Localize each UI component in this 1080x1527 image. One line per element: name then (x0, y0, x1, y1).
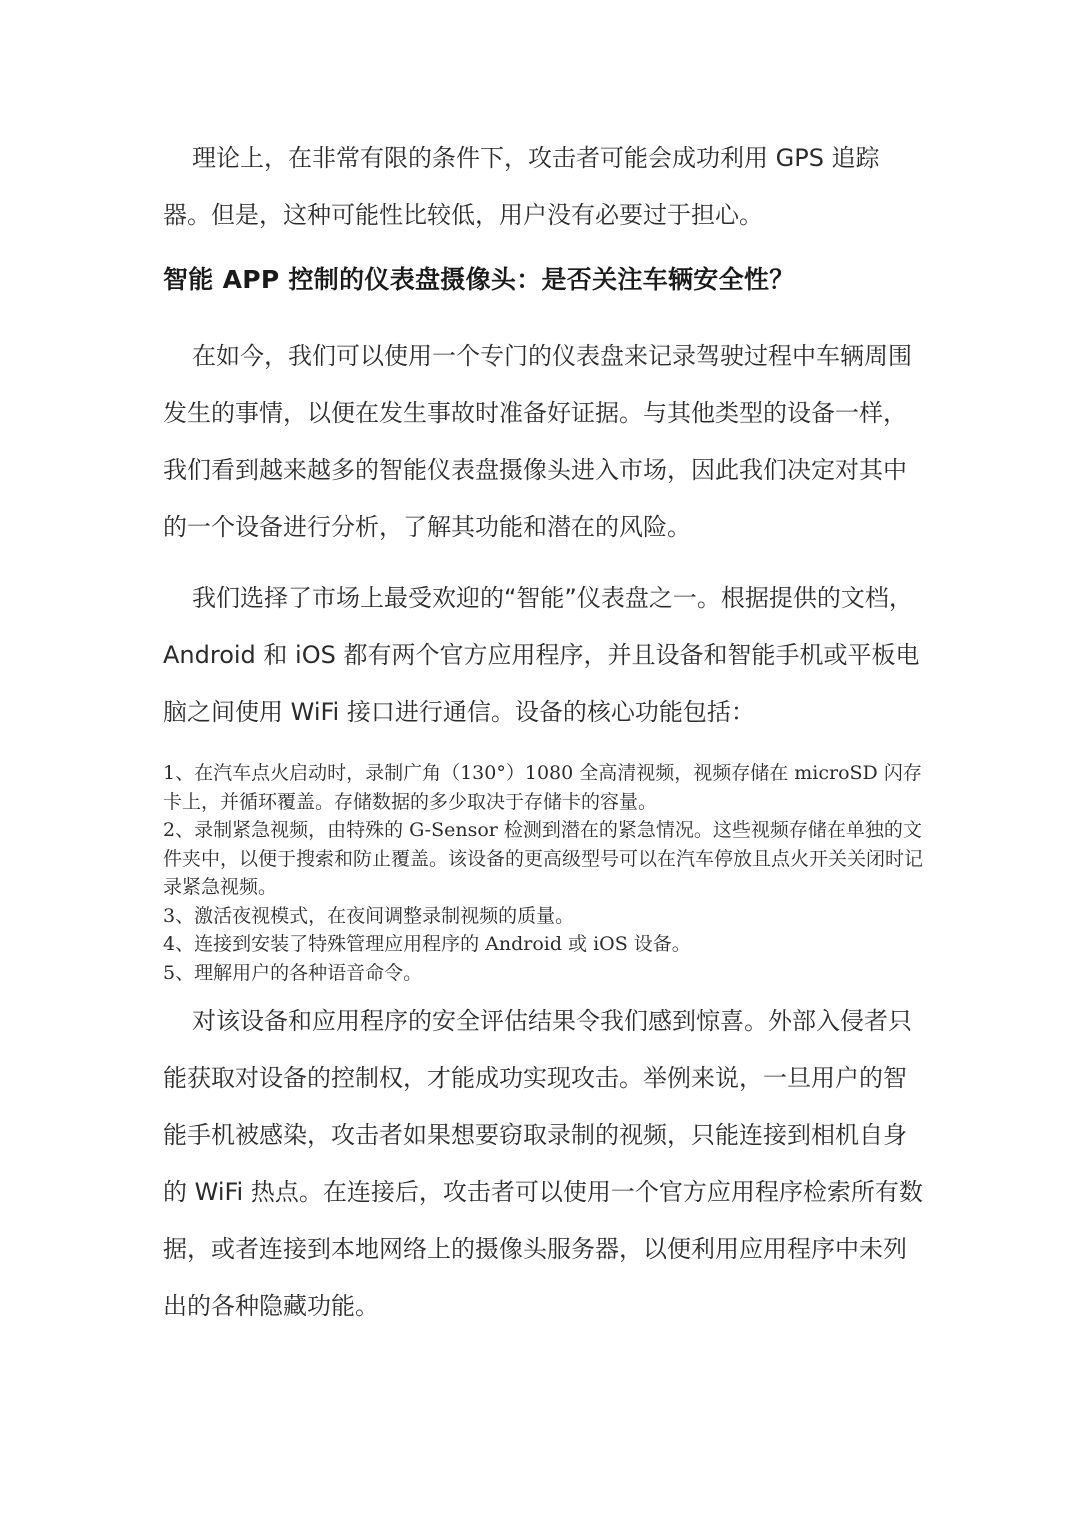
feature-list-item: 1、在汽车点火启动时，录制广角（130°）1080 全高清视频，视频存储在 microSD 闪存卡上，并循环覆盖。存储数据的多少取决于存储卡的容量。 (163, 762, 922, 813)
feature-list-item: 2、录制紧急视频，由特殊的 G-Sensor 检测到潜在的紧急情况。这些视频存储在单独的文件夹中，以便于搜索和防止覆盖。该设备的更高级型号可以在汽车停放且点火开关关闭时记录紧急视频。 (163, 819, 924, 898)
feature-list (163, 759, 923, 987)
intro-paragraph: 理论上，在非常有限的条件下，攻击者可能会成功利用 GPS 追踪器。但是，这种可能性比较低，用户没有必要过于担心。 (163, 144, 880, 229)
dashcam-intro-paragraph: 在如今，我们可以使用一个专门的仪表盘来记录驾驶过程中车辆周围发生的事情，以便在发生事故时准备好证据。与其他类型的设备一样，我们看到越来越多的智能仪表盘摄像头进入市场，因此我们决定对其中的一个设备进行分析，了解其功能和潜在的风险。 (163, 342, 912, 541)
core-features-intro-paragraph: 我们选择了市场上最受欢迎的“智能”仪表盘之一。根据提供的文档，Android 和 iOS 都有两个官方应用程序，并且设备和智能手机或平板电脑之间使用 WiFi 接口进行通信。设备的核心功能包括： (163, 584, 920, 726)
security-assessment-paragraph: 对该设备和应用程序的安全评估结果令我们感到惊喜。外部入侵者只能获取对设备的控制权，才能成功实现攻击。举例来说，一旦用户的智能手机被感染，攻击者如果想要窃取录制的视频，只能连接到相机自身的 WiFi 热点。在连接后，攻击者可以使用一个官方应用程序检索所有数据，或者连接到本地网络上的摄像头服务器，以便利用应用程序中未列出的各种隐藏功能。 (163, 1007, 923, 1320)
feature-list-item: 3、激活夜视模式，在夜间调整录制视频的质量。 (163, 904, 575, 927)
feature-list-item: 4、连接到安装了特殊管理应用程序的 Android 或 iOS 设备。 (163, 933, 691, 955)
feature-list-item: 5、理解用户的各种语音命令。 (163, 961, 423, 984)
section-heading: 智能 APP 控制的仪表盘摄像头：是否关注车辆安全性？ (163, 265, 795, 294)
article-body (163, 130, 923, 1335)
